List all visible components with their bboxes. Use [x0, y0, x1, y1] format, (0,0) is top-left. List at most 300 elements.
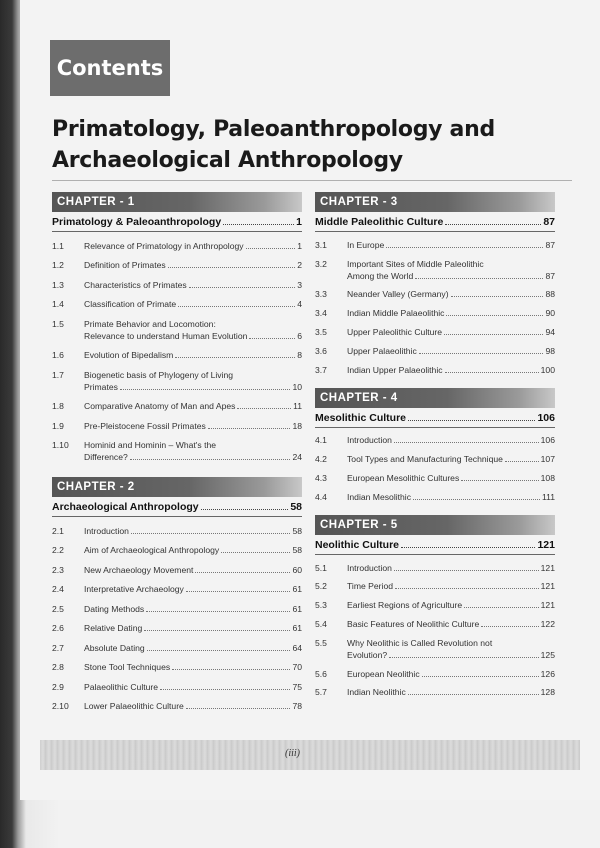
entry-text: Important Sites of Middle Paleolithic [347, 258, 484, 269]
entry-page: 24 [292, 452, 302, 462]
entry-number: 2.7 [52, 642, 64, 653]
toc-entry[interactable] [52, 240, 302, 252]
toc-entry[interactable] [52, 603, 302, 615]
entry-page: 78 [292, 701, 302, 711]
chapter-title: Primatology & Paleoanthropology [52, 216, 222, 228]
entry-number: 4.4 [315, 491, 327, 502]
entry-text: Indian Neolithic [347, 687, 406, 698]
dot-leader [131, 533, 291, 534]
entry-text: Characteristics of Primates [84, 279, 187, 290]
contents-banner: Contents [50, 40, 170, 96]
entry-spacer [315, 592, 555, 599]
dot-leader [394, 442, 539, 443]
entry-body [347, 288, 555, 300]
entry-spacer [52, 412, 302, 420]
entry-line [84, 318, 302, 330]
entry-page: 61 [292, 584, 302, 594]
entry-line [84, 700, 302, 712]
entry-line [84, 369, 302, 381]
toc-entry[interactable] [52, 279, 302, 291]
dot-leader [395, 588, 539, 589]
toc-entry[interactable] [52, 544, 302, 556]
toc-entry[interactable] [52, 400, 302, 412]
dot-leader [445, 224, 541, 225]
entry-text: European Neolithic [347, 668, 420, 679]
entry-page: 94 [545, 326, 555, 337]
entry-text: Primate Behavior and Locomotion: [84, 318, 216, 329]
entry-spacer [315, 232, 555, 239]
entry-text: Definition of Primates [84, 260, 166, 270]
entry-page: 61 [292, 623, 302, 633]
entry-text: Indian Upper Palaeolithic [347, 364, 443, 375]
entry-body [347, 326, 555, 338]
entry-body [84, 349, 302, 361]
entry-text: Absolute Dating [84, 642, 145, 653]
entry-line [347, 599, 555, 611]
entry-line [84, 439, 302, 451]
toc-entry[interactable] [315, 364, 555, 376]
entry-text: Interpretative Archaeology [84, 584, 184, 594]
toc-entry[interactable] [315, 326, 555, 338]
dot-leader [386, 247, 543, 248]
entry-body [347, 580, 555, 592]
entry-text: Pre-Pleistocene Fossil Primates [84, 420, 206, 431]
entry-body [84, 544, 302, 556]
toc-entry[interactable] [52, 622, 302, 634]
entry-body [84, 525, 302, 537]
entry-spacer [315, 251, 555, 258]
chapter-title: Archaeological Anthropology [52, 501, 199, 513]
entry-number: 2.3 [52, 564, 64, 575]
entry-line [347, 288, 555, 300]
entry-number: 4.1 [315, 435, 327, 446]
entry-page: 4 [297, 299, 302, 309]
entry-line [84, 564, 302, 576]
entry-spacer [315, 282, 555, 289]
entry-number: 5.5 [315, 637, 327, 648]
dot-leader [246, 248, 296, 249]
toc-entry[interactable] [52, 661, 302, 673]
chapter-page: 87 [543, 216, 555, 228]
entry-body [84, 642, 302, 654]
entry-number: 1.7 [52, 369, 64, 380]
toc-entry[interactable] [52, 298, 302, 310]
entry-spacer [315, 630, 555, 637]
entry-line [84, 544, 302, 556]
entry-body [347, 307, 555, 319]
toc-entry[interactable] [315, 472, 555, 484]
dot-leader [422, 676, 539, 677]
entry-number: 4.2 [315, 454, 327, 465]
entry-spacer [315, 680, 555, 687]
entry-body [84, 661, 302, 673]
entry-body [84, 318, 302, 342]
entry-number: 5.6 [315, 668, 327, 679]
entry-body [84, 369, 302, 393]
entry-number: 1.1 [52, 240, 64, 251]
dot-leader [413, 499, 540, 500]
chapter-title: Middle Paleolithic Culture [315, 216, 444, 228]
entry-number: 1.9 [52, 420, 64, 431]
entry-number: 5.2 [315, 581, 327, 592]
entry-body [84, 298, 302, 310]
entry-line [84, 622, 302, 634]
toc-entry[interactable] [315, 239, 555, 251]
entry-page: 58 [292, 545, 302, 555]
entry-line [84, 525, 302, 537]
entry-text: Difference? [84, 452, 128, 462]
entry-spacer [315, 446, 555, 453]
entry-spacer [52, 361, 302, 369]
toc-entry[interactable] [315, 580, 555, 592]
entry-page: 111 [541, 491, 555, 502]
entry-line [347, 434, 555, 446]
entry-text: Upper Paleolithic Culture [347, 326, 443, 337]
entry-text: Time Period [347, 581, 394, 592]
toc-entry[interactable] [52, 525, 302, 537]
chapter-title-link[interactable] [315, 216, 555, 232]
entry-line [347, 258, 555, 270]
entry-number: 2.1 [52, 525, 64, 536]
entry-number: 5.3 [315, 600, 327, 611]
page-number: (iii) [285, 748, 300, 759]
toc-entry[interactable] [52, 642, 302, 654]
book-title-line-1: Primatology, Paleoanthropology and [52, 117, 495, 142]
entry-text: Introduction [347, 435, 392, 446]
toc-entry[interactable] [52, 700, 302, 712]
toc-entry[interactable] [52, 259, 302, 271]
entry-body [84, 439, 302, 463]
entry-text: Primates [84, 381, 118, 392]
entry-spacer [52, 615, 302, 623]
entry-line [84, 349, 302, 361]
entry-spacer [315, 357, 555, 364]
entry-spacer [315, 611, 555, 618]
entry-body [84, 700, 302, 712]
book-title [52, 114, 572, 176]
entry-spacer [52, 232, 302, 240]
dot-leader [461, 480, 538, 481]
toc-entry[interactable] [315, 288, 555, 300]
entry-body [347, 453, 555, 465]
entry-spacer [315, 574, 555, 581]
dot-leader [160, 689, 290, 690]
entry-line [347, 364, 555, 376]
entry-body [347, 637, 555, 661]
entry-body [347, 491, 555, 503]
entry-body [84, 583, 302, 595]
entry-page: 98 [545, 345, 555, 356]
entry-page: 8 [297, 350, 302, 360]
dot-leader [178, 306, 295, 307]
toc-entry[interactable] [315, 686, 555, 698]
chapter-bar: CHAPTER - 3 [315, 192, 555, 212]
dot-leader [237, 408, 291, 409]
entry-text: In Europe [347, 239, 385, 250]
entry-body [347, 599, 555, 611]
entry-number: 5.1 [315, 562, 327, 573]
entry-page: 18 [292, 420, 302, 431]
chapter-page: 58 [290, 501, 302, 513]
book-title-line-2: Archaeological Anthropology [52, 148, 403, 173]
entry-number: 3.1 [315, 239, 327, 250]
entry-page: 121 [540, 600, 555, 611]
toc-entry[interactable] [315, 668, 555, 680]
dot-leader [208, 428, 291, 429]
entry-line [347, 686, 555, 698]
entry-spacer [52, 517, 302, 525]
entry-page: 2 [297, 260, 302, 270]
entry-page: 90 [545, 308, 555, 319]
entry-body [84, 240, 302, 252]
entry-page: 121 [540, 581, 555, 592]
entry-line [84, 259, 302, 271]
entry-number: 3.6 [315, 345, 327, 356]
dot-leader [146, 611, 290, 612]
entry-body [84, 622, 302, 634]
dot-leader [481, 626, 538, 627]
entry-text: Stone Tool Techniques [84, 662, 171, 672]
entry-spacer [52, 595, 302, 603]
dot-leader [223, 224, 294, 225]
entry-spacer [52, 556, 302, 564]
entry-spacer [52, 576, 302, 584]
toc-entry[interactable] [52, 318, 302, 342]
entry-body [347, 239, 555, 251]
footer-strip [40, 740, 580, 770]
entry-line [84, 451, 302, 463]
entry-number: 5.7 [315, 687, 327, 698]
entry-line [347, 472, 555, 484]
entry-page: 128 [540, 687, 555, 698]
entry-text: Evolution of Bipedalism [84, 350, 174, 360]
entry-spacer [315, 428, 555, 435]
entry-text: Dating Methods [84, 603, 145, 614]
chapter-page: 106 [537, 411, 555, 424]
entry-page: 87 [545, 270, 555, 281]
entry-body [84, 279, 302, 291]
entry-spacer [52, 310, 302, 318]
entry-number: 3.3 [315, 289, 327, 300]
entry-page: 6 [297, 330, 302, 341]
entry-line [347, 637, 555, 649]
dot-leader [419, 353, 544, 354]
entry-text: Indian Middle Palaeolithic [347, 308, 445, 319]
entry-text: Indian Mesolithic [347, 491, 412, 502]
entry-spacer [52, 291, 302, 299]
entry-number: 4.3 [315, 472, 327, 483]
dot-leader [221, 552, 290, 553]
entry-spacer [52, 432, 302, 440]
dot-leader [446, 315, 543, 316]
entry-spacer [52, 271, 302, 279]
toc-entry[interactable] [315, 453, 555, 465]
chapter-title-link[interactable] [315, 539, 555, 555]
entry-text: Classification of Primate [84, 299, 177, 309]
entry-text: European Mesolithic Cultures [347, 472, 460, 483]
dot-leader [505, 461, 539, 462]
entry-page: 1 [297, 240, 302, 251]
entry-line [84, 583, 302, 595]
dot-leader [144, 630, 290, 631]
dot-leader [249, 338, 295, 339]
toc-entry[interactable] [315, 637, 555, 661]
entry-text: New Archaeology Movement [84, 564, 194, 575]
entry-spacer [315, 319, 555, 326]
entry-page: 107 [540, 454, 555, 465]
entry-text: Neander Valley (Germany) [347, 289, 449, 300]
entry-spacer [315, 300, 555, 307]
entry-text: Relative Dating [84, 623, 143, 633]
toc-entry[interactable] [315, 618, 555, 630]
entry-line [347, 580, 555, 592]
toc-entry[interactable] [52, 439, 302, 463]
toc-entry[interactable] [315, 345, 555, 357]
entry-text: Earliest Regions of Agriculture [347, 600, 463, 611]
entry-page: 126 [540, 668, 555, 679]
chapter-title: Neolithic Culture [315, 538, 400, 551]
dot-leader [445, 372, 539, 373]
entry-number: 3.4 [315, 308, 327, 319]
entry-number: 3.5 [315, 326, 327, 337]
entry-number: 1.5 [52, 318, 64, 329]
toc-entry[interactable] [52, 564, 302, 576]
entry-page: 75 [292, 681, 302, 692]
entry-line [84, 381, 302, 393]
chapter-bar: CHAPTER - 2 [52, 477, 302, 497]
dot-leader [389, 657, 539, 658]
entry-number: 2.4 [52, 584, 64, 594]
right-column [315, 192, 555, 698]
entry-page: 3 [297, 279, 302, 290]
entry-number: 3.7 [315, 364, 327, 375]
entry-spacer [52, 673, 302, 681]
entry-page: 108 [540, 472, 555, 483]
entry-page: 125 [540, 649, 555, 660]
chapter-bar: CHAPTER - 5 [315, 515, 555, 535]
entry-body [84, 420, 302, 432]
entry-line [84, 681, 302, 693]
entry-body [347, 364, 555, 376]
entry-page: 122 [540, 618, 555, 629]
entry-line [347, 345, 555, 357]
chapter-page: 1 [296, 216, 302, 228]
entry-spacer [315, 661, 555, 668]
dot-leader [130, 459, 291, 460]
entry-text: Hominid and Hominin – What's the [84, 440, 217, 450]
entry-line [84, 330, 302, 342]
entry-page: 64 [292, 642, 302, 653]
entry-text: Among the World [347, 270, 414, 281]
entry-body [84, 603, 302, 615]
toc-entry[interactable] [315, 491, 555, 503]
entry-text: Biogenetic basis of Phylogeny of Living [84, 369, 234, 380]
entry-text: Introduction [84, 525, 129, 536]
entry-line [84, 420, 302, 432]
entry-line [347, 307, 555, 319]
dot-leader [120, 389, 291, 390]
dot-leader [195, 572, 290, 573]
toc-entry[interactable] [315, 599, 555, 611]
dot-leader [189, 287, 296, 288]
entry-number: 3.2 [315, 258, 327, 269]
chapter-gap [315, 376, 555, 388]
entry-spacer [52, 693, 302, 701]
entry-page: 106 [540, 435, 555, 446]
entry-body [84, 564, 302, 576]
toc-entry[interactable] [315, 258, 555, 282]
entry-number: 2.8 [52, 662, 64, 672]
entry-spacer [315, 465, 555, 472]
chapter-title-link[interactable] [52, 501, 302, 517]
dot-leader [147, 650, 291, 651]
toc-entry[interactable] [52, 583, 302, 595]
entry-body [84, 400, 302, 412]
entry-number: 2.2 [52, 545, 64, 555]
toc-entry[interactable] [52, 369, 302, 393]
entry-text: Upper Palaeolithic [347, 345, 417, 356]
entry-page: 58 [292, 525, 302, 536]
entry-number: 1.10 [52, 440, 69, 450]
chapter-gap [315, 503, 555, 515]
toc-entry[interactable] [315, 307, 555, 319]
entry-body [347, 618, 555, 630]
entry-body [347, 562, 555, 574]
toc-entry[interactable] [52, 681, 302, 693]
entry-number: 2.9 [52, 681, 64, 692]
entry-text: Why Neolithic is Called Revolution not [347, 637, 493, 648]
entry-text: Aim of Archaeological Anthropology [84, 545, 220, 555]
toc-entry[interactable] [315, 434, 555, 446]
entry-line [347, 668, 555, 680]
toc-entry[interactable] [52, 420, 302, 432]
entry-line [347, 491, 555, 503]
chapter-title-link[interactable] [52, 216, 302, 232]
dot-leader [186, 591, 291, 592]
entry-page: 60 [292, 564, 302, 575]
chapter-bar: CHAPTER - 4 [315, 388, 555, 408]
entry-line [84, 240, 302, 252]
entry-number: 1.6 [52, 350, 64, 360]
entry-body [84, 681, 302, 693]
entry-spacer [52, 342, 302, 350]
chapter-title-link[interactable] [315, 412, 555, 428]
chapter-gap [52, 463, 302, 477]
entry-body [347, 434, 555, 446]
entry-number: 1.3 [52, 279, 64, 290]
entry-text: Basic Features of Neolithic Culture [347, 618, 480, 629]
dot-leader [172, 669, 290, 670]
entry-text: Tool Types and Manufacturing Technique [347, 454, 503, 465]
entry-text: Lower Palaeolithic Culture [84, 701, 184, 711]
entry-text: Comparative Anatomy of Man and Apes [84, 401, 236, 411]
entry-text: Evolution? [347, 649, 388, 660]
entry-line [347, 270, 555, 282]
toc-entry[interactable] [315, 562, 555, 574]
toc-entry[interactable] [52, 349, 302, 361]
entry-number: 1.8 [52, 401, 64, 411]
entry-text: Introduction [347, 562, 392, 573]
entry-line [347, 239, 555, 251]
entry-line [84, 642, 302, 654]
entry-page: 61 [292, 603, 302, 614]
entry-body [347, 472, 555, 484]
dot-leader [394, 570, 539, 571]
entry-body [347, 668, 555, 680]
entry-number: 2.5 [52, 603, 64, 614]
entry-page: 70 [292, 662, 302, 672]
entry-text: Relevance of Primatology in Anthropology [84, 240, 244, 251]
